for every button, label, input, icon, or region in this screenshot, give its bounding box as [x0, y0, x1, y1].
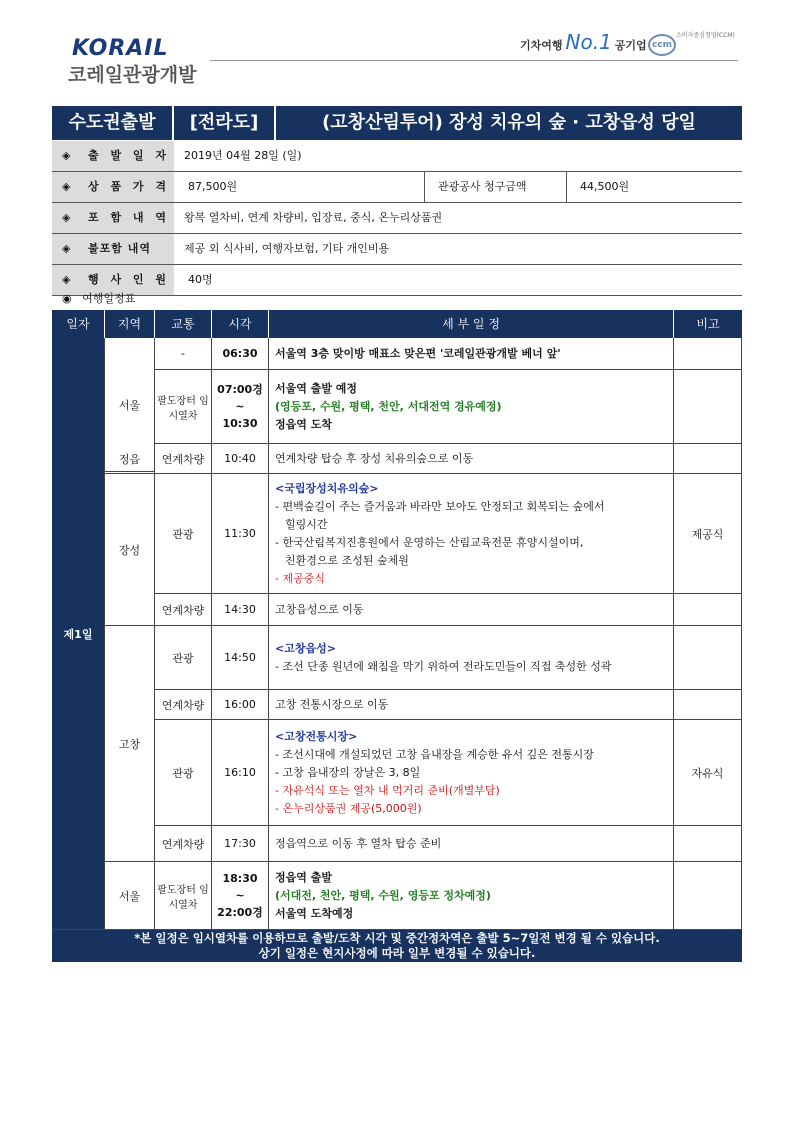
title-region: 수도권출발 [68, 112, 156, 133]
excluded-row [52, 234, 742, 265]
excluded-value: 제공 외 식사비, 여행자보험, 기타 개인비용 [184, 242, 390, 255]
included-value: 왕복 열차비, 연계 차량비, 입장료, 중식, 온누리상품권 [184, 211, 443, 224]
col-header-transport: 교통 [155, 310, 211, 338]
transport-cell: 관광 [155, 720, 212, 826]
company-name: 코레일관광개발 [68, 64, 197, 86]
detail-cell: 연계차량 탑승 후 장성 치유의숲으로 이동 [269, 444, 674, 474]
note-cell: 제공식 [674, 474, 742, 594]
transport-cell: 연계차량 [155, 444, 212, 474]
detail-cell: 정읍역으로 이동 후 열차 탑승 준비 [269, 826, 674, 862]
people-label: ◈ 행 사 인 원 [52, 265, 174, 295]
korail-logo: KORAIL [72, 36, 169, 61]
detail-cell: 서울역 출발 예정 (영등포, 수원, 평택, 천안, 서대전역 경유예정) 정읍역 도착 [269, 370, 674, 444]
transport-cell: 연계차량 [155, 690, 212, 720]
col-header-time: 시각 [212, 310, 268, 338]
region-gochang: 고창 [105, 626, 155, 862]
price-value: 87,500원 [188, 180, 238, 193]
slogan: 기차여행 No.1 공기업 [520, 30, 647, 54]
note-cell [674, 338, 742, 370]
note-cell [674, 862, 742, 930]
note-cell [674, 690, 742, 720]
included-label: ◈ 포 함 내 역 [52, 203, 174, 233]
schedule-heading: ◉ 여행일정표 [62, 292, 136, 305]
detail-cell: 정읍역 출발 (서대전, 천안, 평택, 수원, 영등포 정차예정) 서울역 도착예정 [269, 862, 674, 930]
schedule-table [52, 310, 742, 962]
time-cell: 11:30 [212, 474, 269, 594]
time-cell: 06:30 [212, 338, 269, 370]
time-cell: 10:40 [212, 444, 269, 474]
time-cell: 16:00 [212, 690, 269, 720]
detail-cell: 고창읍성으로 이동 [269, 594, 674, 626]
time-cell: 07:00경 ~ 10:30 [212, 370, 269, 444]
transport-cell: 관광 [155, 474, 212, 594]
region-jangseong: 장성 [105, 474, 155, 626]
detail-cell: 서울역 3층 맞이방 매표소 맞은편 '코레일관광개발 베너 앞' [269, 338, 674, 370]
col-header-region: 지역 [105, 310, 154, 338]
transport-cell: 관광 [155, 626, 212, 690]
header-divider [210, 60, 738, 61]
time-cell: 18:30 ~ 22:00경 [212, 862, 269, 930]
page-title: (고창산림투어) 장성 치유의 숲 · 고창읍성 당일 [322, 112, 696, 133]
title-bar [52, 106, 742, 140]
footer-line: 상기 일정은 현지사정에 따라 일부 변경될 수 있습니다. [258, 946, 536, 960]
note-cell [674, 594, 742, 626]
people-value: 40명 [188, 273, 213, 286]
note-cell [674, 444, 742, 474]
divider [424, 172, 425, 202]
departure-value: 2019년 04월 28일 (일) [184, 149, 302, 162]
transport-cell: - [155, 338, 212, 370]
time-cell: 17:30 [212, 826, 269, 862]
claim-value: 44,500원 [580, 180, 630, 193]
detail-cell: <고창읍성> - 조선 단종 원년에 왜침을 막기 위하여 전라도민들이 직접 축성한 성곽 [269, 626, 674, 690]
note-cell [674, 826, 742, 862]
included-row [52, 203, 742, 234]
region-seoul-depart: 서울 [105, 338, 155, 472]
note-cell [674, 370, 742, 444]
region-jeongeup: 정읍 [105, 444, 155, 474]
detail-cell: <국립장성치유의숲> - 편백숲길이 주는 즐거움과 바라만 보아도 안정되고 회복되는 숲에서 힐링시간 - 한국산림복지진흥원에서 운영하는 산림교육전문 휴양시설이며, 친환경으로 조성된 숲체원 - 제공중식 [269, 474, 674, 594]
col-header-day: 일자 [52, 310, 104, 338]
note-cell: 자유식 [674, 720, 742, 826]
excluded-label: ◈ 불포함 내역 [52, 234, 174, 264]
ccm-text: 소비자중심경영(CCM) [676, 32, 735, 39]
day-cell: 제1일 [52, 338, 105, 930]
note-cell [674, 626, 742, 690]
divider [566, 172, 567, 202]
footer-note [52, 930, 742, 962]
price-row [52, 172, 742, 203]
departure-label: ◈ 출 발 일 자 [52, 141, 174, 171]
transport-cell: 연계차량 [155, 594, 212, 626]
detail-cell: 고창 전통시장으로 이동 [269, 690, 674, 720]
price-label: ◈ 상 품 가 격 [52, 172, 174, 202]
col-header-note: 비고 [674, 310, 742, 338]
time-cell: 14:50 [212, 626, 269, 690]
time-cell: 14:30 [212, 594, 269, 626]
title-province: [전라도] [174, 106, 274, 140]
transport-cell: 연계차량 [155, 826, 212, 862]
transport-cell: 팔도장터 임시열차 [155, 370, 212, 444]
claim-label: 관광공사 청구금액 [438, 180, 527, 193]
people-row [52, 265, 742, 296]
footer-line: *본 일정은 임시열차를 이용하므로 출발/도착 시각 및 중간정차역은 출발 5~7일전 변경 될 수 있습니다. [134, 931, 660, 945]
time-cell: 16:10 [212, 720, 269, 826]
ccm-logo-icon: ccm [648, 34, 676, 56]
transport-cell: 팔도장터 임시열차 [155, 862, 212, 930]
region-seoul-return: 서울 [105, 862, 155, 930]
departure-row [52, 141, 742, 172]
col-header-detail: 세 부 일 정 [269, 310, 673, 338]
detail-cell: <고창전통시장> - 조선시대에 개설되었던 고창 읍내장을 계승한 유서 깊은 전통시장 - 고창 읍내장의 장날은 3, 8일 - 자유석식 또는 열차 내 먹거리 준비(개별부담) - 온누리상품권 제공(5,000원) [269, 720, 674, 826]
